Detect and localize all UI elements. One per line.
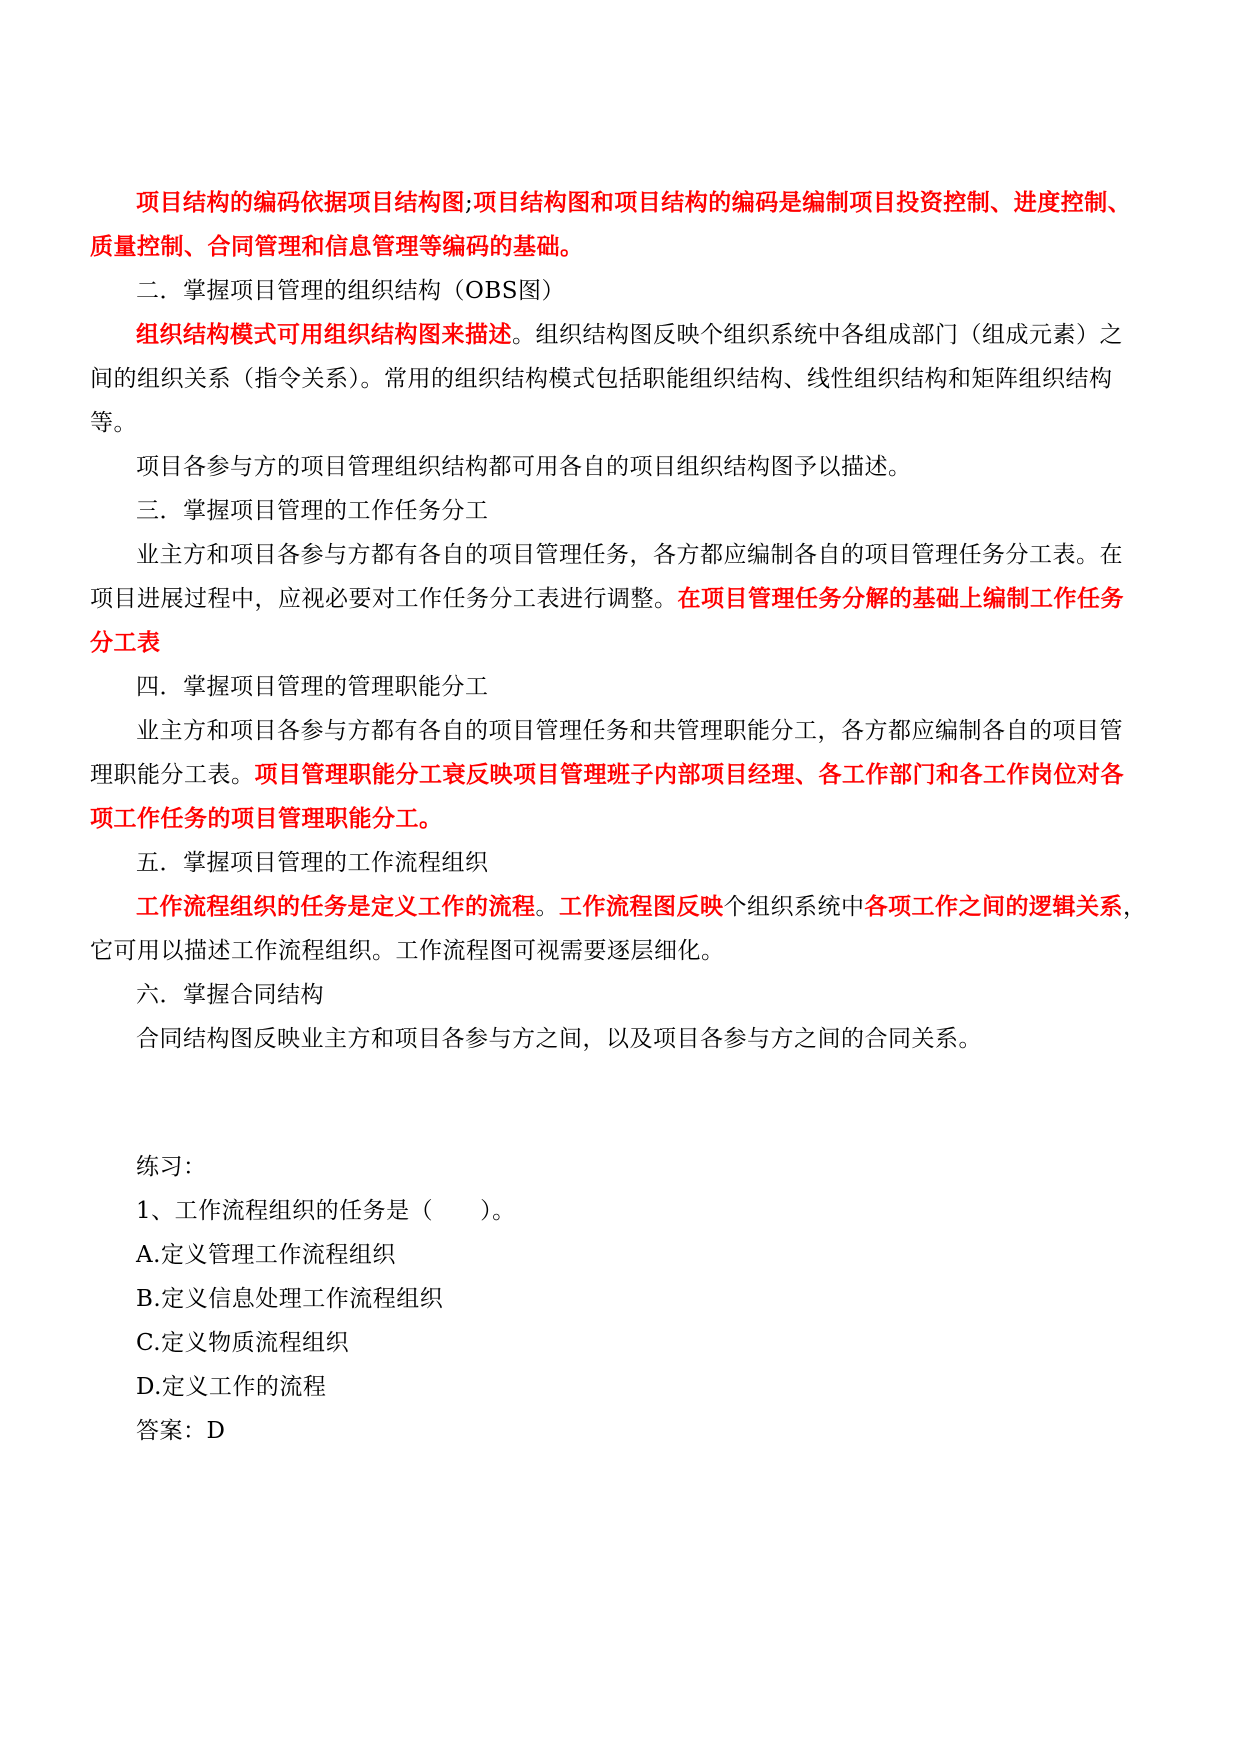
highlight-text: 质量控制、合同管理和信息管理等编码的基础。 [90, 233, 584, 260]
paragraph-function-line-2 [90, 761, 1124, 789]
highlight-text: 项工作任务的项目管理职能分工。 [90, 805, 443, 832]
highlight-text: 分工表 [90, 629, 161, 656]
body-text: 个组织系统中 [723, 894, 865, 920]
question-text: 1、工作流程组织的任务是（ ）。 [136, 1198, 516, 1224]
body-text: 间的组织关系（指令关系）。常用的组织结构模式包括职能组织结构、线性组织结构和矩阵组织结构 [90, 366, 1113, 392]
paragraph-function-line-1 [136, 717, 1123, 745]
body-text: 。 [535, 894, 559, 920]
paragraph-task-line-1 [136, 541, 1123, 569]
body-text: 项目各参与方的项目管理组织结构都可用各自的项目组织结构图予以描述。 [136, 454, 912, 480]
paragraph-task-line-2 [90, 585, 1124, 613]
exercise-option-a [136, 1241, 396, 1269]
paragraph-participants [136, 453, 912, 481]
exercise-option-d [136, 1373, 326, 1401]
answer-text: 答案：D [136, 1418, 226, 1444]
section-heading-workflow [136, 849, 489, 877]
heading-text: 三．掌握项目管理的工作任务分工 [136, 498, 489, 524]
exercise-answer [136, 1417, 225, 1445]
body-text: 等。 [90, 410, 137, 436]
body-text: 合同结构图反映业主方和项目各参与方之间，以及项目各参与方之间的合同关系。 [136, 1026, 982, 1052]
section-heading-obs [136, 277, 565, 305]
body-text: 业主方和项目各参与方都有各自的项目管理任务和共管理职能分工，各方都应编制各自的项目管 [136, 718, 1123, 744]
body-text: ; [465, 190, 474, 216]
highlight-text: 工作流程图反映 [559, 893, 724, 920]
highlight-text: 工作流程组织的任务是定义工作的流程 [136, 893, 536, 920]
exercise-question [136, 1197, 516, 1225]
section-heading-task-division [136, 497, 489, 525]
paragraph-coding-line-1 [136, 189, 1131, 217]
paragraph-workflow-line-1 [136, 893, 1147, 921]
body-text: 项目进展过程中，应视必要对工作任务分工表进行调整。 [90, 586, 678, 612]
highlight-text: 在项目管理任务分解的基础上编制工作任务 [677, 585, 1124, 612]
paragraph-coding-line-2 [90, 233, 584, 261]
body-text: 。组织结构图反映个组织系统中各组成部门（组成元素）之 [512, 322, 1123, 348]
body-text: 业主方和项目各参与方都有各自的项目管理任务，各方都应编制各自的项目管理任务分工表。在 [136, 542, 1123, 568]
exercise-heading [136, 1153, 207, 1181]
highlight-text: 各项工作之间的逻辑关系 [864, 893, 1123, 920]
exercise-option-b [136, 1285, 443, 1313]
section-heading-contract [136, 981, 324, 1009]
paragraph-contract [136, 1025, 982, 1053]
option-text: C.定义物质流程组织 [136, 1330, 350, 1356]
paragraph-obs-line-3 [90, 409, 137, 437]
option-text: D.定义工作的流程 [136, 1374, 327, 1400]
highlight-text: 项目管理职能分工衰反映项目管理班子内部项目经理、各工作部门和各工作岗位对各 [254, 761, 1124, 788]
heading-text: 二．掌握项目管理的组织结构（OBS图） [136, 278, 566, 304]
option-text: A.定义管理工作流程组织 [136, 1242, 396, 1268]
highlight-text: 项目结构的编码依据项目结构图 [136, 189, 465, 216]
paragraph-function-line-3 [90, 805, 443, 833]
paragraph-obs-line-2 [90, 365, 1113, 393]
body-text: 理职能分工表。 [90, 762, 255, 788]
paragraph-task-line-3 [90, 629, 161, 657]
highlight-text: 项目结构图和项目结构的编码是编制项目投资控制、进度控制、 [473, 189, 1132, 216]
heading-text: 五．掌握项目管理的工作流程组织 [136, 850, 489, 876]
option-text: B.定义信息处理工作流程组织 [136, 1286, 444, 1312]
heading-text: 六．掌握合同结构 [136, 982, 324, 1008]
heading-text: 练习： [136, 1154, 207, 1180]
body-text: ， [1123, 894, 1147, 920]
paragraph-obs-line-1 [136, 321, 1123, 349]
highlight-text: 组织结构模式可用组织结构图来描述 [136, 321, 512, 348]
heading-text: 四．掌握项目管理的管理职能分工 [136, 674, 489, 700]
body-text: 它可用以描述工作流程组织。工作流程图可视需要逐层细化。 [90, 938, 725, 964]
paragraph-workflow-line-2 [90, 937, 725, 965]
section-heading-function-division [136, 673, 489, 701]
exercise-option-c [136, 1329, 349, 1357]
